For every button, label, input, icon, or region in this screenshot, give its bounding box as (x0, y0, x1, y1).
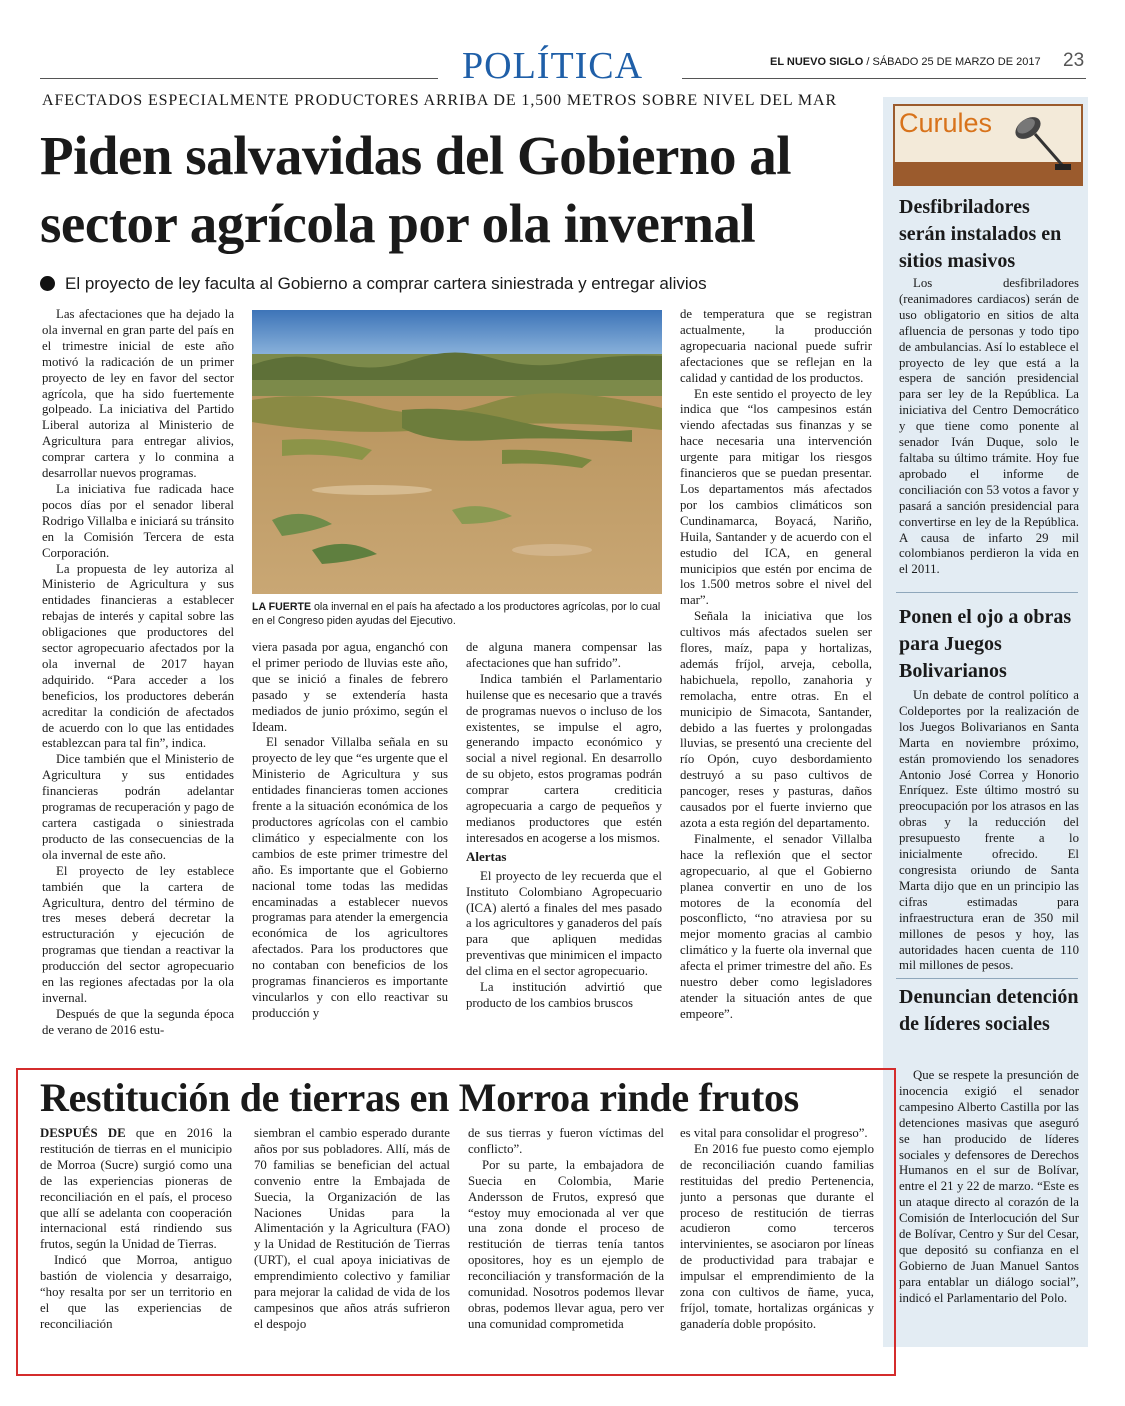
sidebar-headline-3: Denuncian detención de líderes sociales (899, 986, 1079, 1035)
paragraph: de alguna manera compensar las afectaciones que han sufrido”. (466, 640, 662, 670)
header-rule-right (682, 78, 1086, 79)
bullet-dot-icon (40, 276, 55, 291)
paragraph: Por su parte, la embajadora de Suecia en Colombia, Marie Andersson de Frutos, expresó que “estoy muy emocionada al ver que una zona donde el proceso de restitución de tierras tenía tantos opositores, hoy es un ejemplo de reconciliación y transformación de la comunidad. Nosotros podemos llevar obras, podemos llevar agua, pero ver una comunidad comprometida (468, 1157, 664, 1331)
paragraph: La institución advirtió que producto de los cambios bruscos (466, 980, 662, 1010)
article-subheadline (40, 274, 707, 294)
flood-photo (252, 310, 662, 594)
paragraph: Las afectaciones que ha dejado la ola invernal en gran parte del país en el trimestre inicial de este año motivó la radicación de un primer proyecto de ley en favor del sector agrícola, que ha sido fuertemente golpeado. La iniciativa del Partido Liberal autoriza al Ministerio de Agricultura para entregar alivios, comprar cartera y lo conmina a desarrollar nuevos programas. (42, 307, 234, 481)
sidebar-headline-1: Desfibriladores serán instalados en sitios masivos (899, 196, 1062, 272)
paragraph: de sus tierras y fueron víctimas del conflicto”. (468, 1126, 664, 1156)
paragraph: El proyecto de ley establece también que la cartera de Agricultura, dentro del término de tres meses deberá decretar la estructuración y ejecución de programas que tiendan a reactivar la producción del sector agropecuario en las regiones afectadas por la ola invernal. (42, 863, 234, 1005)
paragraph: Un debate de control político a Coldeportes por la realización de los Juegos Bolivarianos en Santa Marta en noviembre próximo, están promoviendo los senadores Antonio José Correa y Honorio Enríquez. Este último mostró su preocupación por los atrasos en las obras y la reducción del presupuesto frente a lo inicialmente ofrecido. El congresista oriundo de Santa Marta dijo que en un principio las cifras estimadas para infraestructura eran de 350 mil millones de pesos y hoy, las autoridades hacen cuenta de 110 mil millones de pesos. (899, 688, 1079, 973)
subhead-alertas: Alertas (466, 848, 507, 864)
restitucion-column-2 (254, 1126, 450, 1366)
paragraph: Indicó que Morroa, antiguo bastión de violencia y desarraigo, “hoy resalta por ser un territorio en el que las experiencias de reconciliación (40, 1253, 232, 1331)
paragraph: siembran el cambio esperado durante años por sus pobladores. Allí, más de 70 familias se benefician del actual convenio entre la Embajada de Suecia, la Organización de las Naciones Unidas para la Alimentación y la Agricultura (FAO) y la Unidad de Restitución de Tierras (URT), el cual apoya iniciativas de emprendimiento colectivo y familiar para mejorar la calidad de vida de los campesinos que años atrás sufrieron el despojo (254, 1126, 450, 1331)
paragraph (40, 1126, 232, 1253)
paragraph: Señala la iniciativa que los cultivos más afectados suelen ser flores, maíz, papa y hortalizas, además fríjol, arveja, cebolla, habichuela, repollo, zanahoria y remolacha, entre otras. En el municipio de Simacota, Santander, debido a las fuertes y prolongadas lluvias, se presentó una creciente del río Opón, cuyo desbordamiento destruyó a su paso cultivos de pancoger, reses y pasturas, daños causados por el fuerte invierno que azota a esta región del departamento. (680, 609, 872, 830)
issue-date: / SÁBADO 25 DE MARZO DE 2017 (866, 56, 1041, 68)
caption-text: ola invernal en el país ha afectado a los productores agrícolas, por lo cual en el Congreso piden ayudas del Ejecutivo. (252, 601, 661, 627)
article-column-4 (680, 307, 872, 1059)
lead-in: DESPUÉS DE (40, 1126, 126, 1140)
paragraph: El senador Villalba señala en su proyecto de ley que “es urgente que el Ministerio de Agricultura y sus entidades financieras tomen acciones frente a la situación económica de los productores agrícolas con el cambio climático y especialmente con los cambios de este primer trimestre del año. Es importante que el Gobierno nacional tome todas las medidas encaminadas a establecer nuevos programas para atender la emergencia económica de los agricultores afectados. Para los productores que no contaban con beneficios de los programas financieros es importante vincularlos y con ello reactivar su producción y (252, 735, 448, 1020)
sidebar-body-2 (899, 688, 1079, 974)
publication-name: EL NUEVO SIGLO (770, 56, 864, 68)
curules-title: Curules (899, 108, 993, 138)
paragraph: Dice también que el Ministerio de Agricultura y sus entidades financieras podrán adelantar programas de recuperación y pago de cartera castigada o siniestrada producto de las consecuencias de la ola invernal de este año. (42, 752, 234, 862)
paragraph: El proyecto de ley recuerda que el Instituto Colombiano Agropecuario (ICA) alertó a finales del mes pasado a los agricultores y ganaderos del país para que apliquen medidas preventivas que minimicen el impacto del clima en el sector agropecuario. (466, 868, 662, 979)
restitucion-column-3 (468, 1126, 664, 1366)
sidebar-divider (896, 592, 1078, 593)
paragraph: Indica también el Parlamentario huilense que es necesario que a través de programas nuevos o incluso de los existentes, se impulse el agro, generando impacto económico y social a nivel regional. En desarrollo de su objeto, estos programas podrán comprar cartera crediticia agropecuaria a cargo de pequeños y medianos productores que estén interesados en acogerse a los mismos. (466, 671, 662, 845)
article-headline: Piden salvavidas del Gobierno al sector agrícola por ola invernal (40, 125, 792, 254)
photo-caption (252, 600, 662, 628)
paragraph: Después de que la segunda época de verano de 2016 estu- (42, 1006, 234, 1037)
sidebar-body-3 (899, 1068, 1079, 1344)
masthead (770, 56, 1041, 68)
paragraph: La propuesta de ley autoriza al Ministerio de Agricultura y sus entidades financieras a establecer rebajas de interés y capital sobre las obligaciones que productores del sector agropecuario afectados por la ola invernal de 2017 hayan adquirido. “Para acceder a los beneficios, los productores deberán acreditar la condición de afectados de acuerdo con lo que las entidades establezcan para tal fin”, indica. (42, 561, 234, 751)
restitucion-column-4 (680, 1126, 874, 1366)
subheadline-text: El proyecto de ley faculta al Gobierno a comprar cartera siniestrada y entregar alivios (65, 274, 707, 293)
page-number: 23 (1063, 50, 1085, 71)
article-kicker: AFECTADOS ESPECIALMENTE PRODUCTORES ARRIBA DE 1,500 METROS SOBRE NIVEL DEL MAR (42, 92, 838, 109)
paragraph: de temperatura que se registran actualmente, la producción agropecuaria nacional puede sufrir afectaciones que se reflejan en la calidad y cantidad de los productos. (680, 307, 872, 385)
paragraph: Finalmente, el senador Villalba hace la reflexión que el sector agropecuario, al que el Gobierno planea convertir en uno de los motores de la economía del posconflicto, “no atraviesa por su mejor momento gracias al cambio climático y la fuerte ola invernal que afecta el primer trimestre del año. Es nuestro deber como legisladores atender la situación antes de que empeore”. (680, 831, 872, 1021)
flood-photo-illustration (252, 310, 662, 594)
article-column-2 (252, 640, 448, 1060)
header-rule-left (40, 78, 438, 79)
paragraph: En este sentido el proyecto de ley indica que “los campesinos están viendo afectadas sus finanzas y se hace necesaria una intervención urgente para mitigar los riesgos financieros que se puedan presentar. Los departamentos más afectados por los cambios climáticos son Cundinamarca, Boyacá, Nariño, Huila, Santander y de acuerdo con el estudio del ICA, en general municipios que estén por encima de los 1.500 metros sobre el nivel del mar”. (680, 386, 872, 608)
sidebar-headline-2: Ponen el ojo a obras para Juegos Bolivarianos (899, 606, 1072, 682)
paragraph: Que se respete la presunción de inocencia exigió el senador campesino Alberto Castilla por las detenciones masivas que aseguró se han producido de líderes sociales y defensores de Derechos Humanos en el sur de Bolívar, entre el 21 y 22 de marzo. “Este es un ataque directo al corazón de la Comisión de Interlocución del Sur de Bolívar, Centro y Sur del Cesar, que depositó su confianza en el Gobierno de Juan Manuel Santos para entablar un diálogo social”, indicó el Parlamentario del Polo. (899, 1068, 1079, 1305)
paragraph: La iniciativa fue radicada hace pocos días por el senador liberal Rodrigo Villalba e iniciará su tránsito en la Comisión Tercera de esta Corporación. (42, 481, 234, 560)
paragraph-text: que en 2016 la restitución de tierras en el municipio de Morroa (Sucre) surgió como una de las experiencias pioneras de reconciliación en el país, el proceso que allí se adelanta con cooperación internacional está rindiendo sus frutos, según la Unidad de Tierras. (40, 1126, 232, 1252)
section-title: POLÍTICA (462, 45, 644, 87)
sidebar-body-1 (899, 276, 1079, 588)
article-column-3 (466, 640, 662, 1060)
sidebar-divider (896, 978, 1078, 979)
restitucion-column-1 (40, 1126, 232, 1366)
article-column-1 (42, 307, 234, 1059)
paragraph: viera pasada por agua, enganchó con el primer periodo de lluvias este año, que se inició a finales de febrero pasado y se extendería hasta mediados de junio próximo, según el Ideam. (252, 640, 448, 734)
caption-lead: LA FUERTE (252, 601, 312, 613)
restitucion-headline: Restitución de tierras en Morroa rinde frutos (40, 1075, 799, 1120)
paragraph: es vital para consolidar el progreso”. (680, 1126, 868, 1140)
paragraph: Los desfibriladores (reanimadores cardiacos) serán de uso obligatorio en sitios de alta afluencia de personas y todo tipo de ambulancias. Así lo establece el proyecto de ley que está a la espera de sanción presidencial para ser ley de la República. La iniciativa del Centro Democrático y que tiene como ponente al senador Iván Duque, solo le faltaba su último trámite. Hoy fue aprobado el informe de conciliación con 53 votos a favor y pasará a sanción presidencial para convertirse en ley de la República. A causa de infarto 29 mil colombianos perdieron la vida en el 2011. (899, 276, 1079, 577)
paragraph: En 2016 fue puesto como ejemplo de reconciliación cuando familias restituidas del predio Pertenencia, junto a personas que durante el proceso de restitución de tierras acudieron como terceros intervinientes, se asociaron por líneas de productividad para trabajar e impulsar el emprendimiento de la zona con cultivos de ñame, yuca, fríjol, tomate, hortalizas orgánicas y ganadería doble propósito. (680, 1141, 874, 1331)
